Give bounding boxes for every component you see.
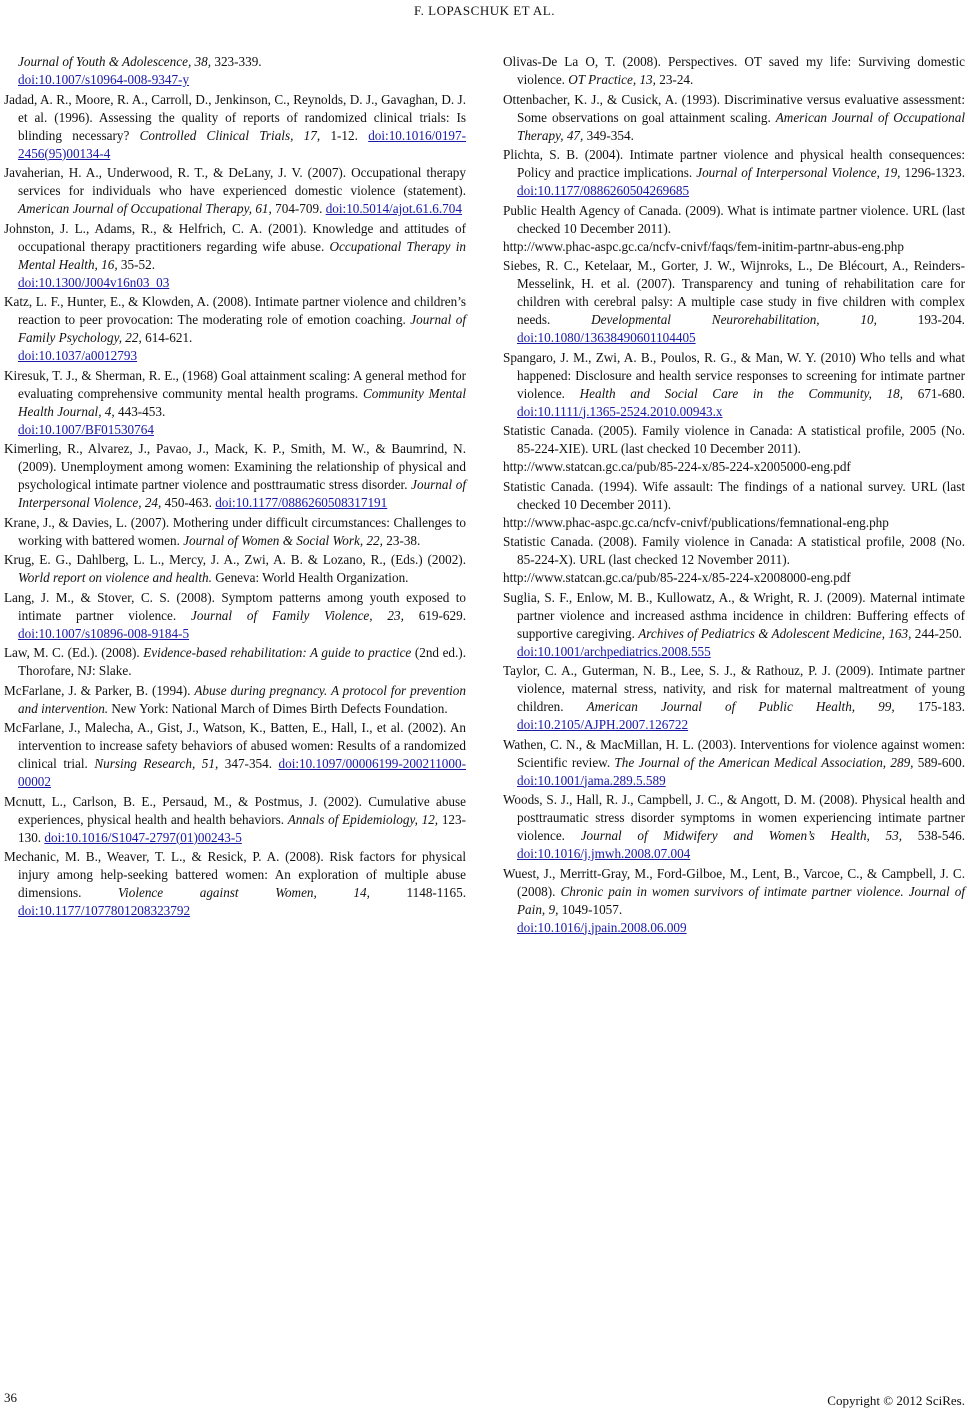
reference-source-title: Annals of Epidemiology, 12, (287, 811, 439, 827)
reference-entry (503, 349, 965, 421)
reference-entry (4, 53, 466, 89)
doi-link[interactable]: doi:10.1080/13638490601104405 (517, 330, 696, 345)
reference-text: Law, M. C. (Ed.). (2008). (4, 645, 144, 660)
doi-link[interactable]: doi:10.1007/BF01530764 (18, 421, 154, 437)
doi-link[interactable]: doi:10.1007/s10964-008-9347-y (18, 72, 190, 87)
reference-source-title: Journal of Women & Social Work, 22, (183, 532, 383, 548)
reference-pages: 704-709. (271, 201, 326, 216)
reference-source-title: Developmental Neurorehabilitation, 10, (591, 312, 877, 327)
reference-pages: 35-52. (117, 256, 155, 272)
right-column-references (503, 53, 965, 938)
reference-url: http://www.phac-aspc.gc.ca/ncfv-cnivf/publications/femnational-eng.php (503, 514, 889, 530)
reference-source-title: Violence against Women, 14, (117, 885, 370, 900)
reference-pages: 1049-1057. (558, 901, 623, 917)
doi-link[interactable]: doi:10.5014/ajot.61.6.704 (325, 201, 462, 216)
reference-source-title: Abuse during pregnancy. A protocol for prevention and intervention. (18, 682, 466, 716)
doi-link[interactable]: doi:10.1001/jama.289.5.589 (517, 772, 666, 788)
reference-pages: 193-204. (876, 312, 965, 327)
reference-entry (4, 682, 466, 718)
doi-link[interactable]: doi:10.1177/1077801208323792 (18, 903, 191, 918)
reference-text: Statistic Canada. (2008). Family violence in Canada: A statistical profile, 2008 (No. 85-224-X). URL (last checked 12 November 2011). (503, 534, 965, 567)
reference-text: Woods, S. J., Hall, R. J., Campbell, J. C., & Angott, D. M. (2008). Physical health and posttraumatic stress disorder symptoms in women experiencing intimate partner violence. (503, 792, 965, 843)
doi-link[interactable]: doi:10.1016/j.jmwh.2008.07.004 (517, 846, 691, 861)
reference-source-title: American Journal of Occupational Therapy, 61, (18, 201, 272, 216)
reference-entry (503, 589, 965, 661)
reference-text: Spangaro, J. M., Zwi, A. B., Poulos, R. G., & Man, W. Y. (2010) Who tells and what happened: Disclosure and health service responses to screening for intimate partner violence. (503, 349, 965, 401)
reference-pages: 1296-1323. (900, 165, 965, 180)
reference-source-title: The Journal of the American Medical Association, 289, (614, 754, 914, 770)
reference-text: Wuest, J., Merritt-Gray, M., Ford-Gilboe, M., Lent, B., Varcoe, C., & Campbell, J. C. (2008). (503, 865, 965, 899)
reference-entry (4, 793, 466, 847)
reference-source-title: Nursing Research, 51, (94, 756, 219, 771)
reference-pages: 323-339. (211, 54, 262, 69)
reference-entry (503, 91, 965, 145)
reference-pages: (2nd ed.). Thorofare, NJ: Slake. (18, 645, 466, 678)
reference-source-title: Journal of Youth & Adolescence, 38, (18, 54, 212, 69)
doi-link[interactable]: doi:10.1001/archpediatrics.2008.555 (517, 643, 711, 659)
reference-entry (503, 257, 965, 347)
reference-url: http://www.statcan.gc.ca/pub/85-224-x/85-224-x2005000-eng.pdf (503, 459, 851, 474)
reference-text: Kiresuk, T. J., & Sherman, R. E., (1968) Goal attainment scaling: A general method for evaluating comprehensive community mental health programs. (4, 367, 466, 401)
reference-entry (4, 220, 466, 292)
reference-entry (503, 422, 965, 476)
reference-text: Mechanic, M. B., Weaver, T. L., & Resick, P. A. (2008). Risk factors for physical injury among help-seeking battered women: An exploration of multiple abuse dimensions. (4, 849, 466, 900)
reference-source-title: Journal of Interpersonal Violence, 19, (696, 165, 901, 180)
reference-text: McFarlane, J. & Parker, B. (1994). (4, 682, 195, 698)
doi-link[interactable]: doi:10.1177/0886260504269685 (517, 183, 690, 198)
reference-source-title: Chronic pain in women survivors of intimate partner violence. Journal of Pain, 9, (517, 883, 965, 917)
reference-pages: 349-354. (583, 127, 634, 143)
reference-text: Siebes, R. C., Ketelaar, M., Gorter, J. W., Wijnroks, L., De Blécourt, A., Reinders-Messelink, H. et al. (2007). Transparency and tuning of rehabilitation care for children with cerebral palsy: A multiple case study in five children with complex needs. (503, 258, 965, 327)
reference-entry (4, 293, 466, 365)
reference-entry (4, 848, 466, 920)
doi-link[interactable]: doi:10.1177/0886260508317191 (215, 495, 388, 510)
doi-link[interactable]: doi:10.1037/a0012793 (18, 348, 138, 363)
reference-entry (4, 164, 466, 218)
reference-source-title: Journal of Midwifery and Women’s Health, 53, (580, 828, 903, 843)
doi-link[interactable]: doi:10.1016/0197-2456(95)00134-4 (18, 127, 466, 161)
running-header: F. LOPASCHUK ET AL. (413, 3, 556, 18)
page-number: 36 (4, 1390, 17, 1405)
reference-entry (4, 514, 466, 550)
reference-text: Suglia, S. F., Enlow, M. B., Kullowatz, A., & Wright, R. J. (2009). Maternal intimate partner violence and increased asthma incidence in children: Buffering effects of supportive caregiving. (503, 589, 965, 641)
reference-pages: 589-600. (913, 754, 965, 770)
reference-text: Plichta, S. B. (2004). Intimate partner violence and physical health consequences: Policy and practice implications. (503, 147, 965, 180)
reference-entry (4, 644, 466, 680)
reference-text: Johnston, J. L., Adams, R., & Helfrich, C. A. (2001). Knowledge and attitudes of occupational therapy practitioners regarding wife abuse. (4, 220, 466, 254)
reference-text: Public Health Agency of Canada. (2009). What is intimate partner violence. URL (last checked 10 December 2011). (503, 202, 965, 236)
reference-pages: 23-38. (382, 532, 421, 548)
reference-source-title: Controlled Clinical Trials, 17, (139, 127, 321, 143)
reference-pages: 244-250. (911, 625, 962, 641)
reference-pages: 671-680. (903, 385, 965, 401)
reference-url: http://www.phac-aspc.gc.ca/ncfv-cnivf/faqs/fem-initim-partnr-abus-eng.php (503, 238, 904, 254)
reference-entry (503, 736, 965, 790)
reference-entry (503, 202, 965, 256)
reference-text: McFarlane, J., Malecha, A., Gist, J., Watson, K., Batten, E., Hall, I., et al. (2002). An intervention to increase safety behaviors of abused women: Results of a randomized clinical trial. (4, 720, 466, 771)
reference-pages: 23-24. (655, 72, 694, 87)
doi-link[interactable]: doi:10.1007/s10896-008-9184-5 (18, 625, 190, 641)
reference-text: Mcnutt, L., Carlson, B. E., Persaud, M., & Postmus, J. (2002). Cumulative abuse experiences, physical health and health behaviors. (4, 793, 466, 827)
doi-link[interactable]: doi:10.1016/S1047-2797(01)00243-5 (44, 829, 242, 845)
reference-source-title: Evidence-based rehabilitation: A guide to practice (143, 645, 412, 660)
reference-pages: New York: National March of Dimes Birth Defects Foundation. (108, 700, 448, 716)
reference-text: Krane, J., & Davies, L. (2007). Mothering under difficult circumstances: Challenges to working with battered women. (4, 514, 466, 548)
reference-source-title: Archives of Pediatrics & Adolescent Medicine, 163, (638, 625, 912, 641)
reference-entry (4, 367, 466, 439)
reference-entry (4, 589, 466, 643)
reference-pages: 123-130. (18, 811, 466, 845)
reference-url: http://www.statcan.gc.ca/pub/85-224-x/85-224-x2008000-eng.pdf (503, 570, 851, 585)
reference-entry (4, 719, 466, 791)
reference-pages: 619-629. (403, 607, 466, 623)
doi-link[interactable]: doi:10.1300/J004v16n03_03 (18, 274, 170, 290)
reference-entry (503, 478, 965, 532)
doi-link[interactable]: doi:10.1016/j.jpain.2008.06.009 (517, 919, 687, 935)
reference-text: Katz, L. F., Hunter, E., & Klowden, A. (2008). Intimate partner violence and children’s reaction to peer provocation: The moderating role of emotion coaching. (4, 294, 466, 327)
reference-text: Ottenbacher, K. J., & Cusick, A. (1993). Discriminative versus evaluative assessment: Some observations on goal attainment scaling. (503, 91, 965, 125)
reference-pages: 450-463. (161, 495, 216, 510)
reference-text: Taylor, C. A., Guterman, N. B., Lee, S. J., & Rathouz, P. J. (2009). Intimate partner violence, maternal stress, nativity, and risk for maternal maltreatment of young children. (503, 663, 965, 714)
left-column-references (4, 53, 466, 922)
reference-source-title: Community Mental Health Journal, 4, (18, 385, 466, 419)
doi-link[interactable]: doi:10.1111/j.1365-2524.2010.00943.x (517, 403, 723, 419)
reference-pages: 1148-1165. (369, 885, 466, 900)
reference-text: Kimerling, R., Alvarez, J., Pavao, J., Mack, K. P., Smith, M. W., & Baumrind, N. (2009). Unemployment among women: Examining the relationship of physical and psychological intimate partner violence and posttraumatic stress disorder. (4, 441, 466, 492)
reference-source-title: OT Practice, 13, (568, 72, 656, 87)
reference-entry (503, 533, 965, 587)
reference-entry (4, 440, 466, 512)
reference-source-title: Journal of Interpersonal Violence, 24, (18, 477, 466, 510)
reference-pages: 175-183. (894, 699, 965, 714)
reference-entry (503, 791, 965, 863)
reference-pages: 614-621. (141, 330, 193, 345)
reference-pages: 538-546. (902, 828, 966, 843)
reference-source-title: Journal of Family Psychology, 22, (18, 312, 466, 345)
reference-entry (503, 865, 965, 937)
reference-entry (4, 551, 466, 587)
reference-source-title: Journal of Family Violence, 23, (191, 607, 404, 623)
reference-pages: 1-12. (320, 127, 369, 143)
doi-link[interactable]: doi:10.1097/00006199-200211000-00002 (18, 756, 466, 789)
reference-text: Statistic Canada. (2005). Family violence in Canada: A statistical profile, 2005 (No. 85-224-XIE). URL (last checked 10 December 2011). (503, 423, 965, 456)
reference-entry (503, 53, 965, 89)
reference-pages: 347-354. (218, 756, 279, 771)
reference-source-title: Occupational Therapy in Mental Health, 16, (18, 238, 466, 272)
reference-source-title: American Journal of Occupational Therapy, 47, (517, 109, 965, 143)
reference-text: Olivas-De La O, T. (2008). Perspectives. OT saved my life: Surviving domestic violence. (503, 54, 965, 87)
reference-source-title: Health and Social Care in the Community, 18, (579, 385, 904, 401)
reference-source-title: World report on violence and health. (18, 570, 212, 585)
reference-entry (503, 662, 965, 734)
reference-text: Wathen, C. N., & MacMillan, H. L. (2003). Interventions for violence against women: Scientific review. (503, 736, 965, 770)
doi-link[interactable]: doi:10.2105/AJPH.2007.126722 (517, 717, 689, 732)
reference-text: Statistic Canada. (1994). Wife assault: The findings of a national survey. URL (last checked 10 December 2011). (503, 478, 965, 512)
reference-pages: Geneva: World Health Organization. (211, 570, 409, 585)
reference-text: Jadad, A. R., Moore, R. A., Carroll, D., Jenkinson, C., Reynolds, D. J., Gavaghan, D. J. et al. (1996). Assessing the quality of reports of randomized clinical trials: Is blinding necessary? (4, 91, 466, 143)
reference-source-title: American Journal of Public Health, 99, (586, 699, 895, 714)
reference-entry (503, 146, 965, 200)
reference-pages: 443-453. (114, 403, 166, 419)
reference-text: Krug, E. G., Dahlberg, L. L., Mercy, J. A., Zwi, A. B. & Lozano, R., (Eds.) (2002). (4, 552, 466, 567)
reference-text: Javaherian, H. A., Underwood, R. T., & DeLany, J. V. (2007). Occupational therapy services for individuals who have experienced domestic violence (statement). (4, 165, 466, 198)
copyright-notice: Copyright © 2012 SciRes. (827, 1393, 965, 1408)
reference-entry (4, 91, 466, 163)
reference-text: Lang, J. M., & Stover, C. S. (2008). Symptom patterns among youth exposed to intimate partner violence. (4, 589, 466, 623)
